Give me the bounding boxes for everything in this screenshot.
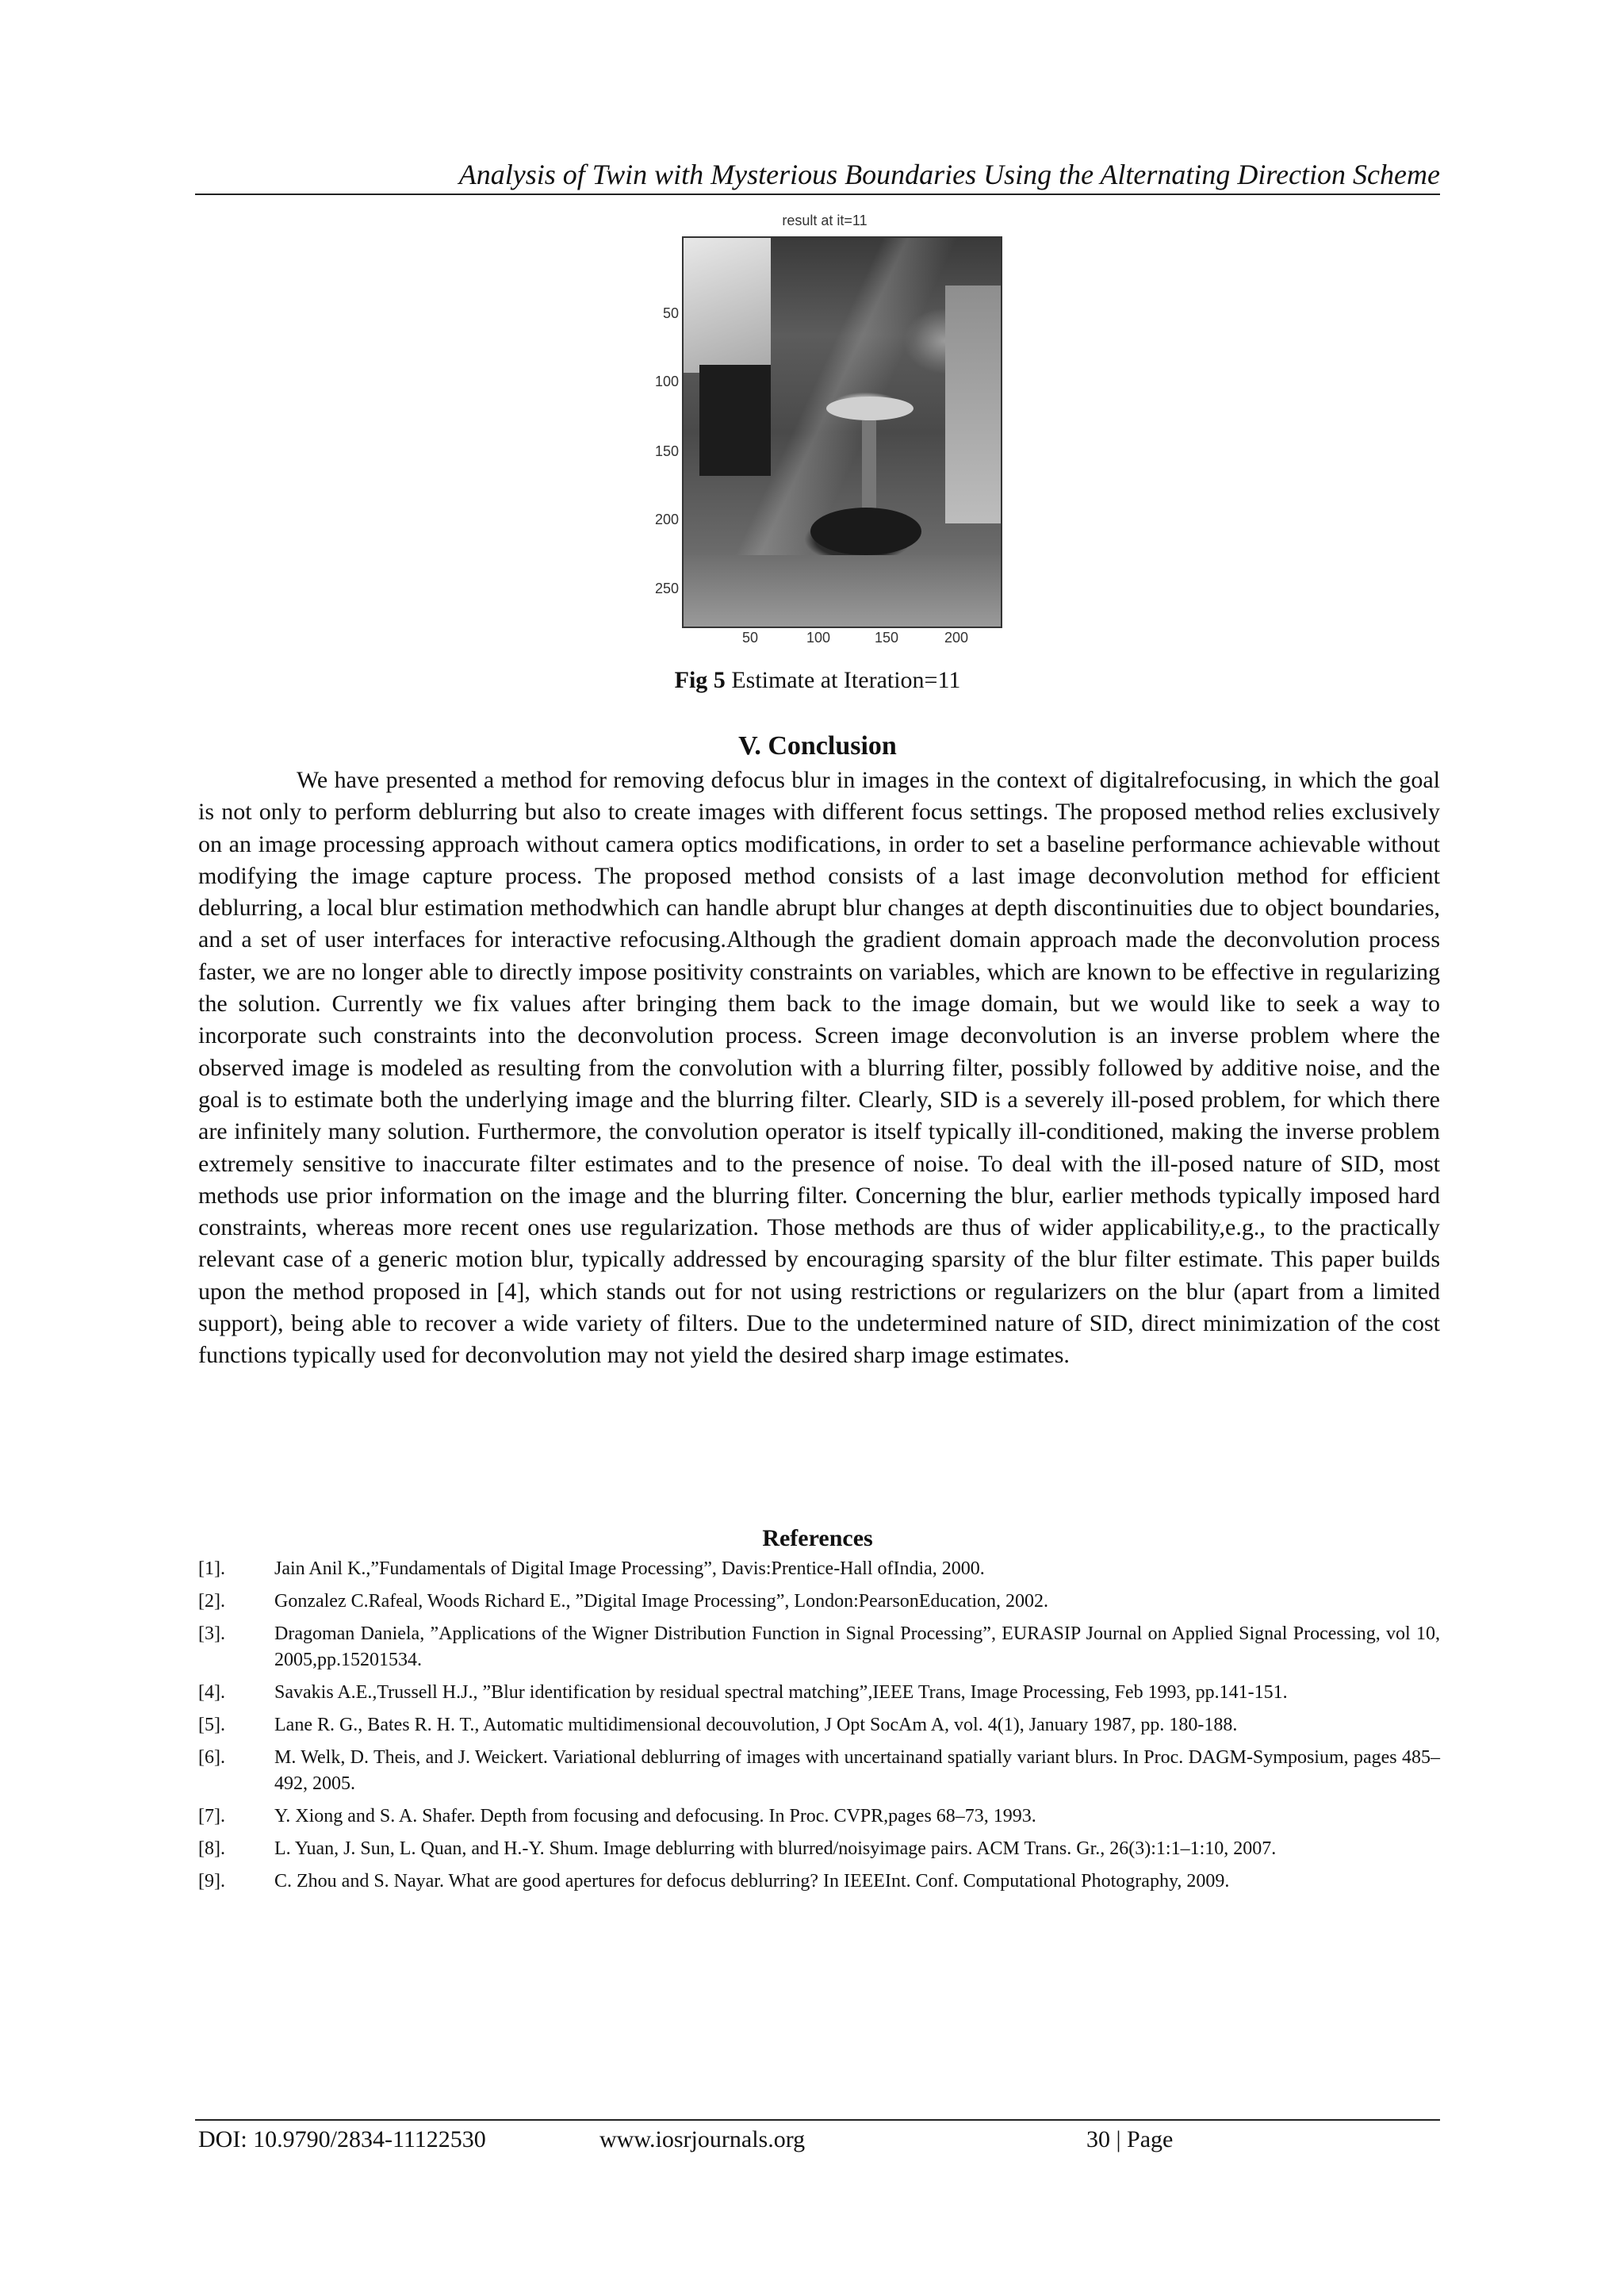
header-rule	[195, 194, 1440, 195]
y-tick-label: 200	[654, 512, 679, 527]
reference-text: M. Welk, D. Theis, and J. Weickert. Variational deblurring of images with uncertainand spatially variant blurs. In Proc. DAGM-Symposium, pages 485–492, 2005.	[274, 1747, 1440, 1794]
y-tick-label: 250	[654, 581, 679, 596]
reference-text: Y. Xiong and S. A. Shafer. Depth from focusing and defocusing. In Proc. CVPR,pages 68–73, 1993.	[274, 1806, 1036, 1826]
footer-doi: DOI: 10.9790/2834-11122530	[198, 2126, 486, 2152]
figure-5	[650, 213, 999, 657]
reference-number: [4].	[198, 1682, 225, 1703]
caption-text: Estimate at Iteration=11	[725, 667, 961, 693]
reference-item	[198, 1680, 1440, 1706]
reference-number: [9].	[198, 1871, 225, 1892]
footer-website[interactable]: www.iosrjournals.org	[599, 2126, 806, 2152]
reference-item	[198, 1556, 1440, 1582]
y-tick-label: 100	[654, 374, 679, 389]
reference-number: [8].	[198, 1838, 225, 1859]
caption-label: Fig 5	[674, 667, 726, 693]
reference-item	[198, 1869, 1440, 1895]
reference-number: [6].	[198, 1747, 225, 1768]
x-tick-label: 50	[741, 630, 759, 646]
reference-number: [3].	[198, 1623, 225, 1644]
x-tick-label: 150	[874, 630, 899, 646]
image-stool-top	[826, 397, 914, 420]
conclusion-paragraph: We have presented a method for removing defocus blur in images in the context of digitalrefocusing, in which the goal is not only to perform deblurring but also to create images with different focus settings. The proposed method relies exclusively on an image processing approach without camera optics modifications, in order to set a baseline performance achievable without modifying the image capture process. The proposed method consists of a last image deconvolution method for efficient deblurring, a local blur estimation methodwhich can handle abrupt blur changes at depth discontinuities due to object boundaries, and a set of user interfaces for interactive refocusing.Although the gradient domain approach made the deconvolution process faster, we are no longer able to directly impose positivity constraints on variables, which are known to be effective in regularizing the solution. Currently we fix values after bringing them back to the image domain, but we would like to seek a way to incorporate such constraints into the deconvolution process. Screen image deconvolution is an inverse problem where the observed image is modeled as resulting from the convolution with a blurring filter, possibly followed by additive noise, and the goal is to estimate both the underlying image and the blurring filter. Clearly, SID is a severely ill-posed problem, for which there are infinitely many solution. Furthermore, the convolution operator is itself typically ill-conditioned, making the inverse problem extremely sensitive to inaccurate filter estimates and to the presence of noise. To deal with the ill-posed nature of SID, most methods use prior information on the image and the blurring filter. Concerning the blur, earlier methods typically imposed hard constraints, whereas more recent ones use regularization. Those methods are thus of wider applicability,e.g., to the practically relevant case of a generic motion blur, typically addressed by encouraging sparsity of the blur filter estimate. This paper builds upon the method proposed in [4], which stands out for not using restrictions or regularizers on the blur (apart from a limited support), being able to recover a wide variety of filters. Due to the undetermined nature of SID, direct minimization of the cost functions typically used for deconvolution may not yield the desired sharp image estimates.	[198, 767, 1440, 1369]
reference-item	[198, 1712, 1440, 1738]
image-right-region	[945, 286, 1001, 523]
reference-item	[198, 1745, 1440, 1797]
image-stool-seat	[810, 508, 921, 555]
plot-title: result at it=11	[782, 213, 868, 228]
footer-rule	[195, 2119, 1440, 2121]
x-tick-label: 100	[806, 630, 831, 646]
reference-text: Jain Anil K.,”Fundamentals of Digital Image Processing”, Davis:Prentice-Hall ofIndia, 2000.	[274, 1558, 985, 1579]
references-title: References	[762, 1525, 873, 1551]
section-title: V. Conclusion	[738, 731, 897, 761]
reference-text: Lane R. G., Bates R. H. T., Automatic multidimensional decouvolution, J Opt SocAm A, vol. 4(1), January 1987, pp. 180-188.	[274, 1715, 1238, 1735]
reference-text: C. Zhou and S. Nayar. What are good apertures for defocus deblurring? In IEEEInt. Conf. Computational Photography, 2009.	[274, 1871, 1230, 1892]
reference-number: [1].	[198, 1558, 225, 1579]
reference-text: Gonzalez C.Rafeal, Woods Richard E., ”Digital Image Processing”, London:PearsonEducation, 2002.	[274, 1591, 1049, 1612]
reference-number: [2].	[198, 1591, 225, 1612]
reference-number: [5].	[198, 1715, 225, 1735]
reference-text: L. Yuan, J. Sun, L. Quan, and H.-Y. Shum. Image deblurring with blurred/noisyimage pairs. ACM Trans. Gr., 26(3):1:1–1:10, 2007.	[274, 1838, 1277, 1859]
running-header: Analysis of Twin with Mysterious Boundaries Using the Alternating Direction Scheme	[458, 159, 1440, 190]
reference-number: [7].	[198, 1806, 225, 1826]
reference-text: Savakis A.E.,Trussell H.J., ”Blur identification by residual spectral matching”,IEEE Trans, Image Processing, Feb 1993, pp.141-151.	[274, 1682, 1288, 1703]
figure-caption	[195, 665, 1440, 696]
x-tick-label: 200	[944, 630, 969, 646]
y-tick-label: 150	[654, 443, 679, 459]
reference-item	[198, 1803, 1440, 1830]
footer-page-number: 30 | Page	[1086, 2126, 1174, 2152]
estimated-image	[682, 236, 1002, 628]
image-bright-left-region	[684, 238, 771, 373]
image-dark-left-panel	[699, 365, 771, 476]
reference-item	[198, 1836, 1440, 1862]
reference-item	[198, 1621, 1440, 1673]
references-list	[198, 1556, 1440, 1901]
image-floor-region	[684, 555, 1001, 627]
y-tick-label: 50	[662, 305, 679, 321]
reference-item	[198, 1589, 1440, 1615]
reference-text: Dragoman Daniela, ”Applications of the Wigner Distribution Function in Signal Processing”, EURASIP Journal on Applied Signal Processing, vol 10, 2005,pp.15201534.	[274, 1623, 1440, 1670]
image-stool-leg	[862, 420, 876, 516]
